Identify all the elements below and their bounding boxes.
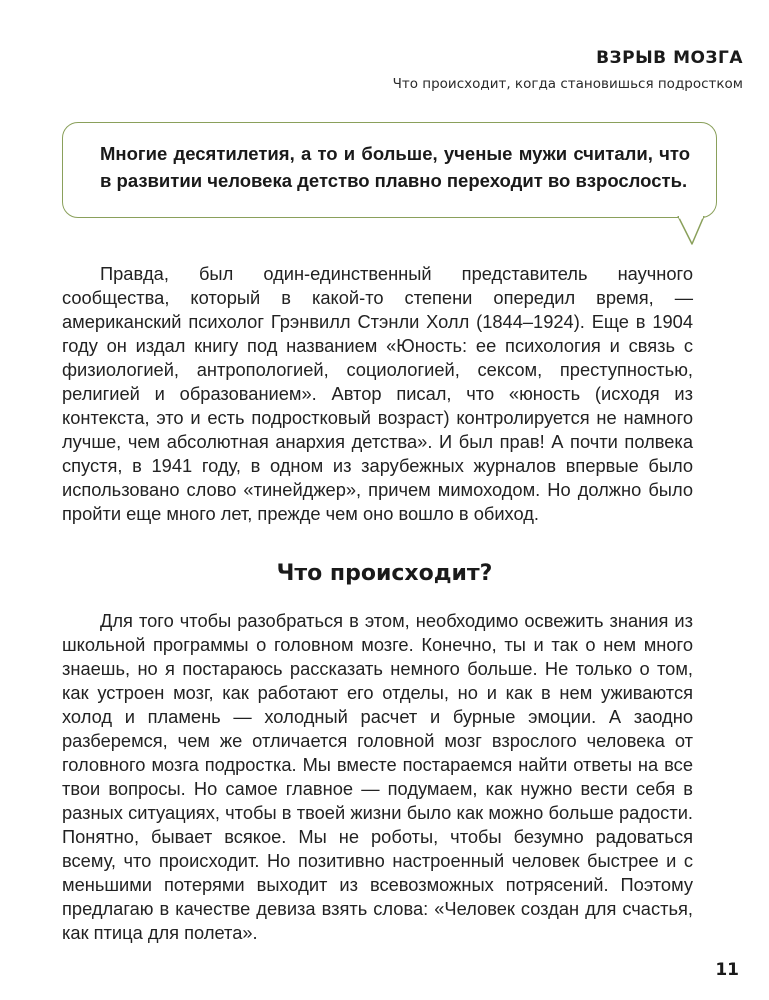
running-header-title: ВЗРЫВ МОЗГА — [596, 48, 743, 68]
section-heading: Что происходит? — [276, 561, 493, 586]
callout-text: Многие десятилетия, а то и больше, ученые мужи считали, что в развитии человека детство плавно переходит во взрослость. — [100, 143, 690, 191]
body-paragraph-1: Правда, был один-единственный представитель научного сообщества, который в какой-то степени опередил время, — американский психолог Грэнвилл Стэнли Холл (1844–1924). Еще в 1904 году он издал книгу под названием «Юность: ее психология и связь с физиологией, антропологией, социологией, сексом, преступностью, религией и образованием». Автор писал, что «юность (исходя из контекста, это и есть подростковый возраст) контролируется не намного лучше, чем абсолютная анархия детства». И был прав! А почти полвека спустя, в 1941 году, в одном из зарубежных журналов впервые было использовано слово «тинейджер», причем мимоходом. Но должно было пройти еще много лет, прежде чем оно вошло в обиход. — [62, 263, 693, 524]
running-header-subtitle: Что происходит, когда становишься подростком — [392, 76, 743, 92]
callout-tail-icon — [674, 216, 706, 246]
body-paragraph-2: Для того чтобы разобраться в этом, необходимо освежить знания из школьной программы о головном мозге. Конечно, ты и так о нем много знаешь, но я постараюсь рассказать немного больше. Не только о том, как устроен мозг, как работают его отделы, но и как в нем уживаются холод и пламень — холодный расчет и бурные эмоции. А заодно разберемся, чем же отличается головной мозг взрослого человека от головного мозга подростка. Мы вместе постараемся найти ответы на все твои вопросы. Но самое главное — подумаем, как нужно вести себя в разных ситуациях, чтобы в твоей жизни было как можно больше радости. Понятно, бывает всякое. Мы не роботы, чтобы безумно радоваться всему, что происходит. Но позитивно настроенный человек быстрее и с меньшими потерями выходит из всевозможных потрясений. Поэтому предлагаю в качестве девиза взять слова: «Человек создан для счастья, как птица для полета». — [62, 610, 693, 943]
page-number: 11 — [715, 960, 739, 980]
